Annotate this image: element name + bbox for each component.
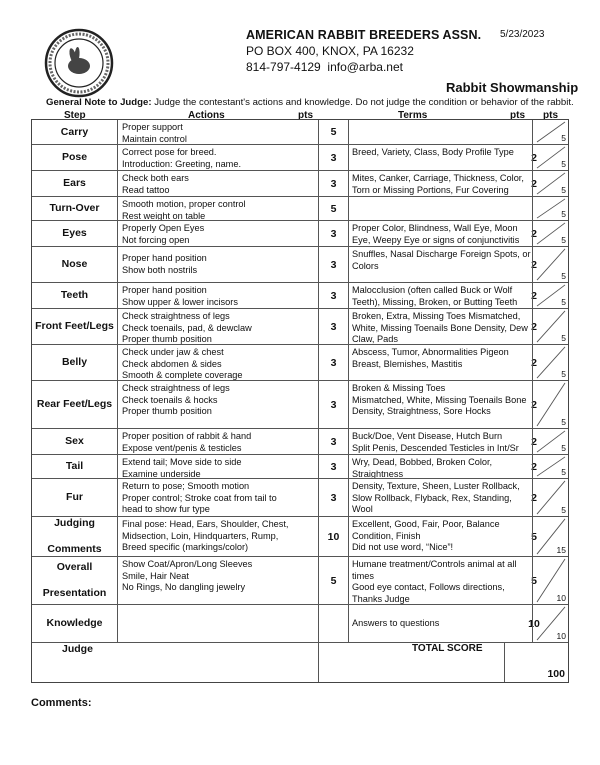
actions-cell [118,120,319,144]
score-box[interactable] [532,517,568,556]
action-line: Check both ears [122,173,189,183]
step-name-word: Overall [56,561,93,573]
step-name: Carry [32,120,118,144]
action-points: 3 [319,171,349,196]
terms-cell [349,455,532,478]
terms-cell [349,197,532,220]
table-row [32,380,568,428]
action-points: 3 [319,345,349,380]
score-box[interactable] [532,557,568,604]
max-points: 15 [556,545,566,555]
table-row [32,428,568,454]
action-line: Proper thumb position [122,334,212,345]
action-line: Extend tail; Move side to side [122,457,242,467]
action-line: Read tattoo [122,184,170,195]
step-name-word: Presentation [42,587,107,599]
action-line: Correct pose for breed. [122,147,217,157]
table-row [32,120,568,144]
org-email: info@arba.net [327,60,403,74]
action-line: Check straightness of legs [122,383,230,393]
table-row [32,196,568,220]
step-name [32,557,118,604]
term-line: Wry, Dead, Bobbed, Broken Color, [352,457,493,467]
terms-cell [349,605,532,642]
arba-seal-logo [44,28,114,98]
term-points: 5 [531,531,537,543]
terms-cell [349,171,532,196]
terms-cell [349,145,532,170]
action-points: 3 [319,455,349,478]
term-line: Teeth), Missing, Broken, or Butting Teeth [352,296,518,307]
judge-note-text: Judge the contestant's actions and knowledge. Do not judge the condition or behavior of the rabbit. [154,97,574,108]
total-score-label: TOTAL SCORE [412,643,483,654]
actions-cell [118,309,319,344]
action-line: Proper support [122,122,183,132]
score-box[interactable] [532,247,568,282]
term-line: Abscess, Tumor, Abnormalities Pigeon [352,347,509,357]
action-line: Return to pose; Smooth motion [122,481,250,491]
term-line: Split Penis, Descended Testicles in Int/Sr [352,442,519,453]
action-points: 3 [319,283,349,308]
footer-row [32,642,568,682]
max-points: 5 [561,417,566,427]
step-name: Tail [32,455,118,478]
action-line: Proper control; Stroke coat from tail to [122,492,277,503]
term-line: Mismatched, White, Missing Toenails Bone [352,394,527,405]
terms-cell [349,479,532,516]
terms-cell [349,309,532,344]
action-line: Examine underside [122,468,201,479]
step-name: Teeth [32,283,118,308]
table-row [32,556,568,604]
score-box[interactable] [532,455,568,478]
action-line: Smooth & complete coverage [122,370,243,381]
action-line: Smile, Hair Neat [122,570,189,581]
action-line: Proper thumb position [122,406,212,417]
action-line: Maintain control [122,133,187,144]
actions-cell [118,283,319,308]
actions-cell [118,517,319,556]
score-box[interactable] [532,171,568,196]
scoring-table [31,119,569,683]
judge-label: Judge [62,643,93,655]
total-max-points: 100 [547,668,565,680]
action-line: Proper hand position [122,252,207,263]
score-box[interactable] [532,283,568,308]
actions-cell [118,381,319,428]
step-name: Rear Feet/Legs [32,381,118,428]
terms-cell [349,283,532,308]
term-points: 2 [531,461,537,473]
term-line: Snuffles, Nasal Discharge Foreign Spots, or [352,249,531,259]
max-points: 5 [561,185,566,195]
score-box[interactable] [532,197,568,220]
term-points: 2 [531,228,537,240]
action-line: Check toenails & hocks [122,394,218,405]
step-name: Ears [32,171,118,196]
max-points: 5 [561,297,566,307]
actions-cell [118,429,319,454]
col-header-score-pts: pts [543,110,558,121]
term-line: times [352,570,374,581]
col-header-terms: Terms [398,110,428,121]
terms-cell [349,429,532,454]
judge-note [46,97,574,108]
action-line: Proper position of rabbit & hand [122,431,252,441]
term-points: 2 [531,492,537,504]
term-line: Broken & Missing Toes [352,383,446,393]
score-box[interactable] [532,429,568,454]
score-box[interactable] [532,381,568,428]
table-row [32,478,568,516]
judge-note-label: General Note to Judge: [46,97,152,108]
actions-cell [118,171,319,196]
score-box[interactable] [532,145,568,170]
table-row [32,246,568,282]
max-points: 5 [561,209,566,219]
step-name: Turn-Over [32,197,118,220]
col-header-term-pts: pts [510,110,525,121]
table-row [32,516,568,556]
action-points: 3 [319,247,349,282]
terms-cell [349,247,532,282]
org-block [246,27,481,75]
action-line: Not forcing open [122,234,190,245]
table-row [32,220,568,246]
max-points: 10 [556,593,566,603]
step-name-word: Comments [47,543,102,555]
score-box[interactable] [532,120,568,144]
term-line: Claw, Pads [352,334,398,345]
actions-cell [118,247,319,282]
terms-cell [349,345,532,380]
terms-cell [349,221,532,246]
action-line: Show upper & lower incisors [122,296,238,307]
step-name [32,517,118,556]
col-header-actions: Actions [188,110,225,121]
term-line: Slow Rollback, Flyback, Rex, Standing, Wool [352,492,512,515]
action-line: Midsection, Loin, Hindquarters, Rump, [122,530,279,541]
table-row [32,144,568,170]
action-points: 3 [319,479,349,516]
action-points [319,605,349,642]
action-points: 10 [319,517,349,556]
org-address: PO BOX 400, KNOX, PA 16232 [246,44,414,58]
term-line: Malocclusion (often called Buck or Wolf [352,285,513,295]
term-points: 2 [531,321,537,333]
form-title: Rabbit Showmanship [446,80,579,95]
step-name-word: Judging [54,517,95,529]
term-points: 2 [531,399,537,411]
term-line: Excellent, Good, Fair, Poor, Balance [352,519,500,529]
term-line: Buck/Doe, Vent Disease, Hutch Burn [352,431,503,441]
table-row [32,454,568,478]
terms-cell [349,381,532,428]
max-points: 5 [561,159,566,169]
max-points: 5 [561,467,566,477]
term-points: 2 [531,357,537,369]
action-line: head to show fur type [122,504,210,515]
step-name: Knowledge [32,605,118,642]
action-line: Check toenails, pad, & dewclaw [122,322,252,333]
table-row [32,308,568,344]
terms-cell [349,557,532,604]
actions-cell [118,557,319,604]
actions-cell [118,455,319,478]
action-line: Show Coat/Apron/Long Sleeves [122,559,253,569]
max-points: 10 [556,631,566,641]
action-line: Introduction: Greeting, name. [122,158,241,169]
term-line: Answers to questions [352,617,440,628]
action-points: 3 [319,221,349,246]
term-line: Did not use word, “Nice”! [352,542,454,553]
table-row [32,344,568,380]
action-line: Check straightness of legs [122,311,230,321]
step-name: Fur [32,479,118,516]
actions-cell [118,479,319,516]
action-points: 3 [319,381,349,428]
form-date: 5/23/2023 [500,29,545,40]
step-name: Front Feet/Legs [32,309,118,344]
term-points: 2 [531,436,537,448]
max-points: 5 [561,133,566,143]
term-line: Breed, Variety, Class, Body Profile Type [352,147,514,157]
action-points: 5 [319,557,349,604]
actions-cell [118,605,319,642]
action-line: Proper hand position [122,285,207,295]
step-name: Sex [32,429,118,454]
term-line: Density, Straightness, Sore Hocks [352,406,491,417]
term-points: 2 [531,259,537,271]
col-header-step: Step [64,110,86,121]
term-line: Good eye contact, Follows directions, [352,582,505,593]
action-points: 3 [319,145,349,170]
term-points: 2 [531,290,537,302]
table-row [32,604,568,642]
step-name: Eyes [32,221,118,246]
col-header-action-pts: pts [298,110,313,121]
step-name: Pose [32,145,118,170]
term-line: White, Missing Toenails Bone Density, Dew [352,322,528,333]
table-row [32,282,568,308]
max-points: 5 [561,443,566,453]
actions-cell [118,197,319,220]
score-box[interactable] [532,309,568,344]
term-points: 10 [528,618,540,630]
actions-cell [118,221,319,246]
action-line: Show both nostrils [122,264,198,275]
terms-cell [349,517,532,556]
step-name: Belly [32,345,118,380]
term-line: Broken, Extra, Missing Toes Mismatched, [352,311,521,321]
action-line: No Rings, No dangling jewelry [122,582,246,593]
max-points: 5 [561,271,566,281]
term-line: Torn or Missing Portions, Fur Covering [352,184,509,195]
action-line: Expose vent/penis & testicles [122,442,242,453]
term-points: 5 [531,575,537,587]
action-line: Rest weight on table [122,210,206,221]
term-line: Thanks Judge [352,593,410,604]
max-points: 5 [561,235,566,245]
action-line: Smooth motion, proper control [122,199,246,209]
term-line: Proper Color, Blindness, Wall Eye, Moon [352,223,518,233]
org-name: AMERICAN RABBIT BREEDERS ASSN. [246,28,482,42]
action-line: Properly Open Eyes [122,223,205,233]
total-score-box[interactable] [504,643,568,682]
terms-cell [349,120,532,144]
comments-label: Comments: [31,697,92,709]
term-line: Eye, Weepy Eye or signs of conjunctivitis [352,234,520,245]
action-line: Breed specific (markings/color) [122,542,249,553]
actions-cell [118,145,319,170]
term-line: Breast, Blemishes, Mastitis [352,358,463,369]
org-phone: 814-797-4129 [246,60,321,74]
action-line: Check abdomen & sides [122,358,222,369]
score-box[interactable] [532,221,568,246]
step-name: Nose [32,247,118,282]
term-line: Humane treatment/Controls animal at all [352,559,517,569]
action-points: 3 [319,429,349,454]
term-line: Mites, Canker, Carriage, Thickness, Color, [352,173,524,183]
score-box[interactable] [532,345,568,380]
max-points: 5 [561,333,566,343]
term-points: 2 [531,178,537,190]
actions-cell [118,345,319,380]
action-points: 3 [319,309,349,344]
term-points: 2 [531,152,537,164]
term-line: Colors [352,260,379,271]
score-box[interactable] [532,479,568,516]
max-points: 5 [561,505,566,515]
action-points: 5 [319,197,349,220]
max-points: 5 [561,369,566,379]
action-points: 5 [319,120,349,144]
term-line: Straightness [352,468,404,479]
term-line: Density, Texture, Sheen, Luster Rollback, [352,481,520,491]
table-row [32,170,568,196]
score-box[interactable] [532,605,568,642]
term-line: Condition, Finish [352,530,421,541]
action-line: Check under jaw & chest [122,347,224,357]
org-contact [246,59,481,75]
action-line: Final pose: Head, Ears, Shoulder, Chest, [122,519,289,529]
